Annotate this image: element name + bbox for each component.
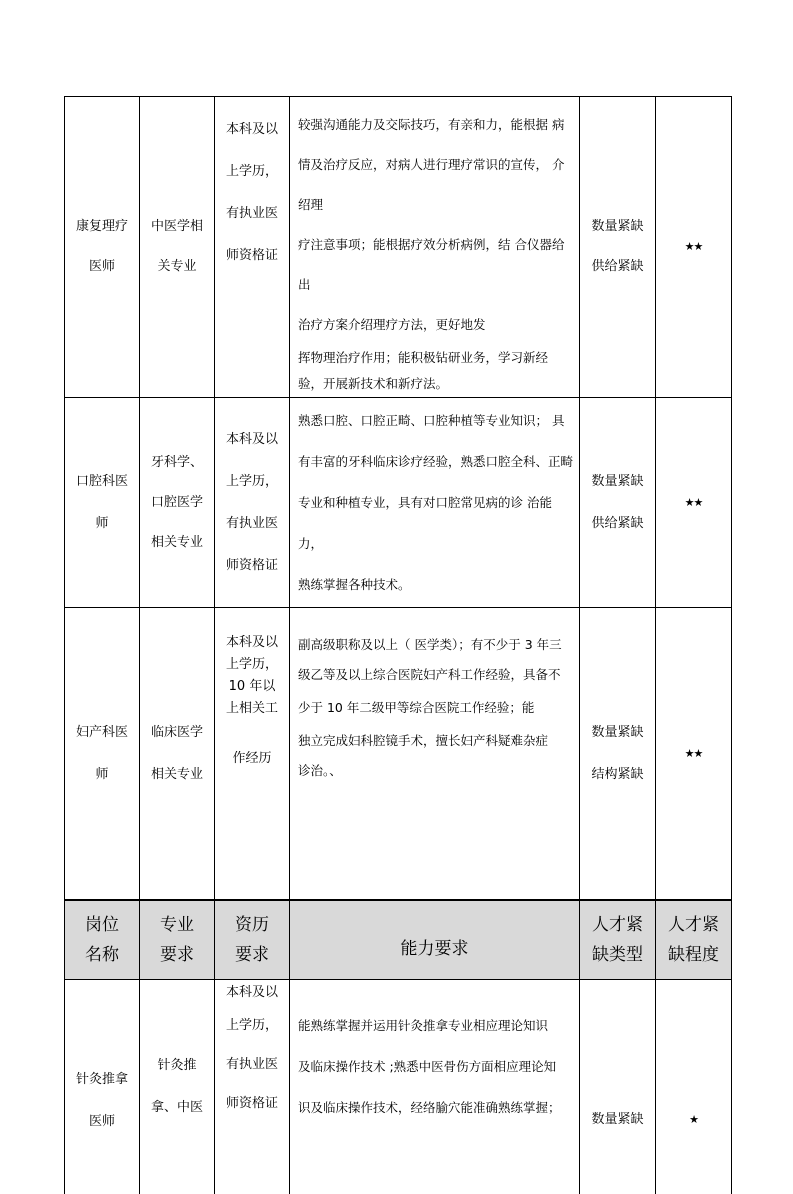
table-row: [65, 980, 732, 1194]
ability-text: 疗注意事项；能根据疗效分析病例，结 合仪器给出: [298, 225, 575, 305]
position-text: 康复理疗: [65, 207, 139, 247]
shortage-type-cell: [580, 398, 656, 608]
shortage-type-cell: [580, 608, 656, 901]
qualification-cell: [215, 398, 290, 608]
header-position: [65, 900, 140, 980]
position-cell: [65, 97, 140, 398]
qualification-text: 师资格证: [215, 1084, 289, 1123]
star-rating: ★★: [685, 747, 703, 760]
major-text: 中医学相: [140, 207, 214, 247]
ability-text: 熟悉口腔、口腔正畸、口腔种植等专业知识； 具: [298, 400, 575, 441]
ability-text: 挥物理治疗作用；能积极钻研业务，学习新经: [298, 345, 575, 371]
ability-text: 较强沟通能力及交际技巧，有亲和力，能根据 病: [298, 105, 575, 145]
ability-cell: [290, 398, 580, 608]
qualification-text: 上学历，: [215, 1006, 289, 1045]
qualification-text: 师资格证: [215, 545, 289, 587]
table-row: [65, 97, 732, 398]
major-text: 关专业: [140, 247, 214, 287]
shortage-type-text: 数量紧缺: [591, 1112, 643, 1127]
qualification-text: 本科及以: [215, 419, 289, 461]
position-cell: [65, 608, 140, 901]
qualification-text: 上相关工: [215, 698, 289, 720]
table-header-row: [65, 900, 732, 980]
position-text: 针灸推拿: [65, 1059, 139, 1101]
ability-cell: [290, 980, 580, 1194]
ability-text: 级乙等及以上综合医院妇产科工作经验，具备不: [298, 660, 575, 690]
header-major: [140, 900, 215, 980]
ability-text: 专业和种植专业，具有对口腔常见病的诊 治能力，: [298, 482, 575, 564]
shortage-type-text: 结构紧缺: [580, 754, 655, 796]
shortage-type-text: 数量紧缺: [580, 461, 655, 503]
qualification-text: 作经历: [215, 748, 289, 770]
major-text: 口腔医学: [140, 483, 214, 523]
header-shortage-degree: [656, 900, 732, 980]
ability-text: 治疗方案介绍理疗方法，更好地发: [298, 305, 575, 345]
major-cell: [140, 608, 215, 901]
position-text: 医师: [65, 247, 139, 287]
qualification-cell: [215, 608, 290, 901]
ability-text: 情及治疗反应，对病人进行理疗常识的宣传， 介绍理: [298, 145, 575, 225]
major-text: 针灸推: [140, 1045, 214, 1087]
major-text: 临床医学: [140, 712, 214, 754]
ability-cell: [290, 97, 580, 398]
star-rating: ★★: [685, 496, 703, 509]
header-text: 资历: [215, 910, 289, 940]
header-text: 名称: [65, 940, 139, 970]
shortage-degree-cell: [656, 97, 732, 398]
shortage-type-text: 数量紧缺: [580, 712, 655, 754]
header-text: 专业: [140, 910, 214, 940]
ability-text: 能熟练掌握并运用针灸推拿专业相应理论知识: [298, 1005, 575, 1046]
qualification-text: 上学历，: [215, 151, 289, 193]
table-row: [65, 398, 732, 608]
position-text: 师: [65, 754, 139, 796]
qualification-text: [215, 720, 289, 742]
position-text: 口腔科医: [65, 461, 139, 503]
header-text: 岗位: [65, 910, 139, 940]
ability-text: 识及临床操作技术，经络腧穴能准确熟练掌握；: [298, 1087, 575, 1128]
header-text: 缺类型: [580, 940, 655, 970]
major-cell: [140, 398, 215, 608]
ability-text: 副高级职称及以上（ 医学类）；有不少于 3 年三: [298, 630, 575, 660]
major-cell: [140, 97, 215, 398]
qualification-text: 本科及以: [215, 632, 289, 654]
shortage-type-text: 供给紧缺: [580, 247, 655, 287]
header-text: 要求: [140, 940, 214, 970]
ability-text: 验，开展新技术和新疗法。: [298, 371, 575, 397]
major-text: 相关专业: [140, 523, 214, 563]
shortage-type-cell: [580, 980, 656, 1194]
shortage-degree-cell: [656, 398, 732, 608]
header-qualification: [215, 900, 290, 980]
qualification-text: 上学历，: [215, 461, 289, 503]
ability-text: 少于 10 年二级甲等综合医院工作经验；能: [298, 690, 575, 726]
star-rating: ★★: [685, 240, 703, 253]
shortage-degree-cell: [656, 608, 732, 901]
position-text: 妇产科医: [65, 712, 139, 754]
qualification-cell: [215, 97, 290, 398]
shortage-type-cell: [580, 97, 656, 398]
position-cell: [65, 980, 140, 1194]
qualification-text: 本科及以: [215, 109, 289, 151]
position-text: 师: [65, 503, 139, 545]
ability-cell: [290, 608, 580, 901]
position-cell: [65, 398, 140, 608]
qualification-text: 有执业医: [215, 193, 289, 235]
ability-text: 独立完成妇科腔镜手术，擅长妇产科疑难杂症: [298, 726, 575, 756]
ability-text: 及临床操作技术 ;熟悉中医骨伤方面相应理论知: [298, 1046, 575, 1087]
table-row: [65, 608, 732, 901]
shortage-degree-cell: [656, 980, 732, 1194]
major-text: 相关专业: [140, 754, 214, 796]
qualification-text: 10 年以: [215, 676, 289, 698]
header-text: 要求: [215, 940, 289, 970]
qualification-cell: [215, 980, 290, 1194]
qualification-text: 本科及以: [215, 980, 289, 1006]
qualification-text: 有执业医: [215, 1045, 289, 1084]
position-text: 医师: [65, 1101, 139, 1143]
ability-text: 熟练掌握各种技术。: [298, 564, 575, 605]
header-ability: [290, 900, 580, 980]
shortage-type-text: 数量紧缺: [580, 207, 655, 247]
major-cell: [140, 980, 215, 1194]
qualification-text: 师资格证: [215, 235, 289, 277]
star-rating: ★: [689, 1113, 698, 1126]
major-text: 牙科学、: [140, 443, 214, 483]
ability-text: 诊治。、: [298, 756, 575, 786]
header-text: 人才紧: [656, 910, 731, 940]
header-shortage-type: [580, 900, 656, 980]
header-text: 缺程度: [656, 940, 731, 970]
qualification-text: 有执业医: [215, 503, 289, 545]
ability-text: 有丰富的牙科临床诊疗经验，熟悉口腔全科、正畸: [298, 441, 575, 482]
header-text: 人才紧: [580, 910, 655, 940]
shortage-type-text: 供给紧缺: [580, 503, 655, 545]
qualification-text: 上学历，: [215, 654, 289, 676]
talent-shortage-table: [64, 96, 732, 1194]
major-text: 拿、中医: [140, 1087, 214, 1129]
header-text: 能力要求: [401, 939, 469, 959]
